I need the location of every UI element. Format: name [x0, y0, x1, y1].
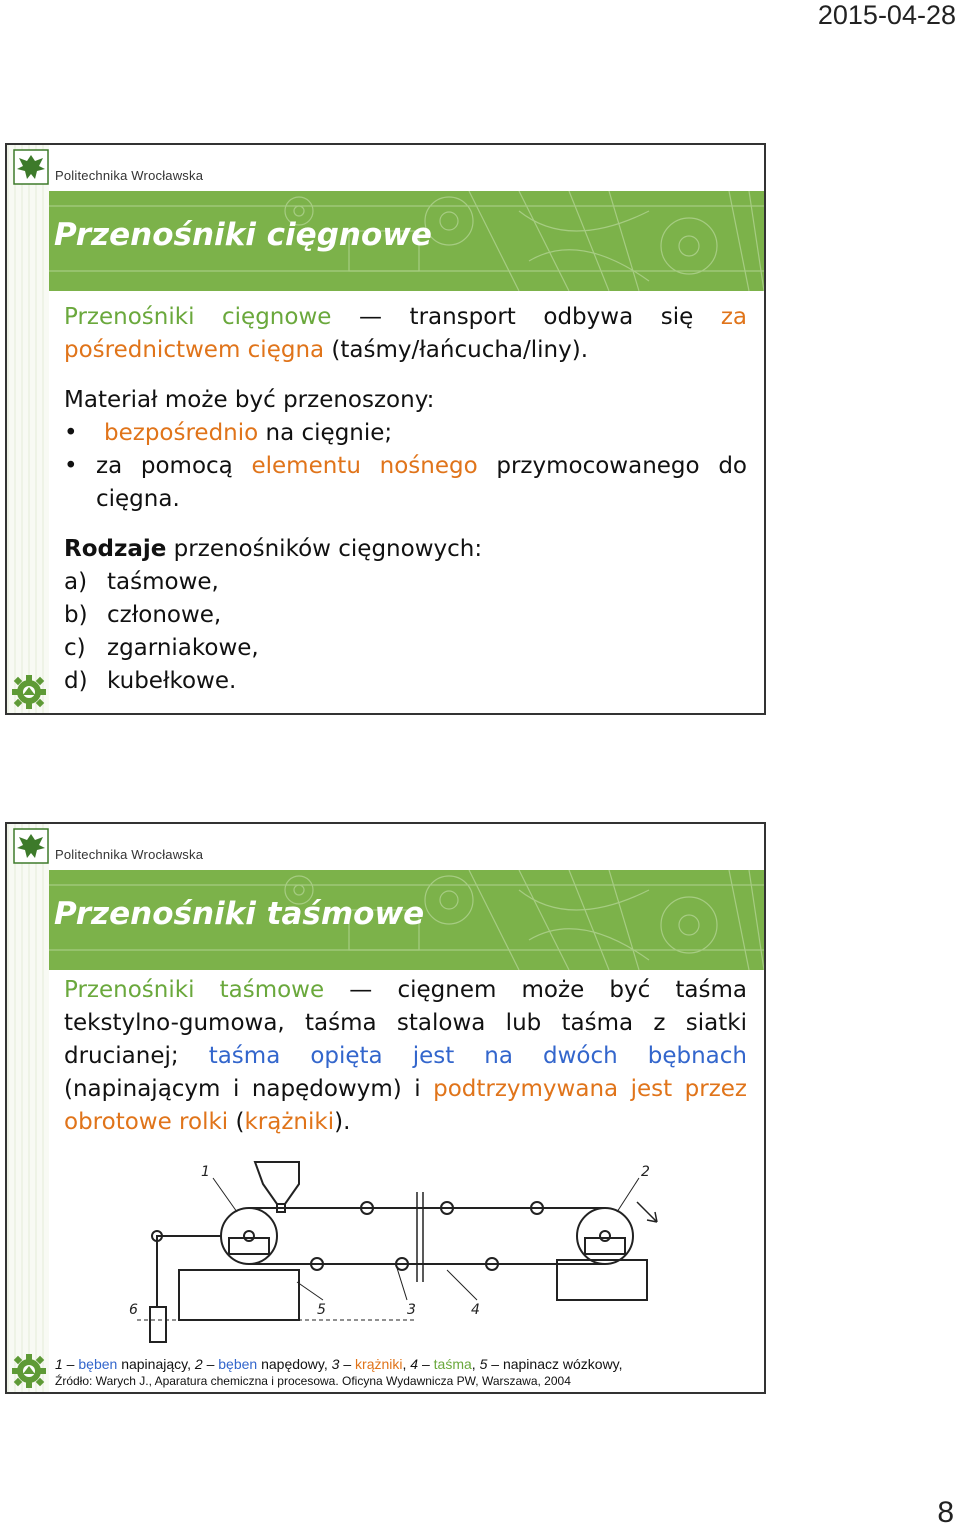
caption-number: 4	[410, 1356, 419, 1372]
caption-text: ,	[402, 1356, 411, 1372]
para-highlight-orange: podtrzymywana jest przez obrotowe rolki	[64, 1076, 747, 1135]
document-date: 2015-04-28	[817, 0, 956, 30]
diagram-label-5: 5	[317, 1302, 326, 1318]
list-label: a)	[64, 569, 88, 595]
caption-line	[55, 1356, 623, 1373]
list-item	[64, 599, 747, 632]
slide-header	[7, 824, 764, 870]
diagram-label-6: 6	[129, 1302, 138, 1318]
source-citation: Źródło: Warych J., Aparatura chemiczna i procesowa. Oficyna Wydawnicza PW, Warszawa, 2004	[55, 1374, 571, 1388]
para-text: ).	[334, 1109, 351, 1135]
intro-paragraph	[64, 301, 747, 367]
gear-icon	[10, 673, 48, 711]
caption-number: 1	[55, 1356, 63, 1372]
caption-highlight: bęben	[78, 1356, 118, 1372]
bullet-text: za pomocą	[96, 453, 252, 479]
material-heading: Materiał może być przenoszony:	[64, 387, 435, 413]
para-highlight-blue: taśma opięta jest na dwóch bębnach	[208, 1043, 747, 1069]
para-text: (	[228, 1109, 245, 1135]
slide-side-pattern	[7, 145, 49, 713]
caption-text: ,	[471, 1356, 480, 1372]
bullet-highlight: elementu nośnego	[251, 453, 478, 479]
dash: —	[331, 304, 410, 330]
para-text: (napinającym i napędowym) i	[64, 1076, 434, 1102]
para-text: cięgnem może być taśma tekstylno-gumowa, taśma stalowa lub taśma z siatki drucianej;	[64, 977, 747, 1069]
university-logo-text: Politechnika Wrocławska	[55, 168, 204, 183]
caption-text: napinający,	[117, 1356, 195, 1372]
list-item	[64, 417, 747, 450]
caption-highlight: bęben	[218, 1356, 258, 1372]
intro-highlight: za pośrednictwem cięgna	[64, 304, 747, 363]
list-text: członowe,	[107, 602, 222, 628]
list-item	[64, 566, 747, 599]
slide-2	[5, 822, 766, 1394]
list-text: kubełkowe.	[107, 668, 237, 694]
caption-highlight: krążniki	[355, 1356, 403, 1372]
slide-header	[7, 145, 764, 191]
caption-dash: –	[339, 1356, 356, 1372]
list-text: zgarniakowe,	[107, 635, 259, 661]
caption-text: napędowy,	[257, 1356, 332, 1372]
list-label: b)	[64, 602, 88, 628]
caption-number: 3	[331, 1356, 340, 1372]
gear-icon	[10, 1352, 48, 1390]
diagram-caption	[55, 1356, 623, 1390]
slide-1	[5, 143, 766, 715]
list-item	[64, 450, 747, 516]
page-number: 8	[937, 1496, 954, 1529]
belt-conveyor-diagram	[117, 1142, 667, 1347]
caption-dash: –	[418, 1356, 434, 1372]
para-highlight-orange: krążniki	[244, 1109, 335, 1135]
intro-text-end: (taśmy/łańcucha/liny).	[324, 337, 589, 363]
list-text: taśmowe,	[107, 569, 219, 595]
dash: —	[324, 977, 398, 1003]
diagram-label-1: 1	[201, 1164, 210, 1180]
list-item	[64, 632, 747, 665]
term-highlight: Przenośniki cięgnowe	[64, 304, 332, 330]
bullet-text: na cięgnie;	[258, 420, 393, 446]
caption-number: 5	[479, 1356, 488, 1372]
list-label: d)	[64, 668, 88, 694]
list-item	[64, 665, 747, 698]
slide-1-body	[64, 301, 747, 698]
caption-number: 2	[194, 1356, 203, 1372]
bullet-highlight: bezpośrednio	[104, 420, 259, 446]
caption-dash: –	[487, 1356, 503, 1372]
caption-text: napinacz wózkowy,	[502, 1356, 623, 1372]
intro-text: transport odbywa się	[409, 304, 721, 330]
bullet-icon: •	[64, 420, 78, 446]
university-eagle-icon	[13, 149, 49, 185]
types-heading-text: przenośników cięgnowych:	[166, 536, 483, 562]
caption-dash: –	[62, 1356, 79, 1372]
bullet-icon: •	[64, 453, 78, 479]
types-heading-bold: Rodzaje	[64, 536, 167, 562]
caption-dash: –	[202, 1356, 219, 1372]
diagram-label-4: 4	[471, 1302, 480, 1318]
university-eagle-icon	[13, 828, 49, 864]
caption-highlight: taśma	[433, 1356, 472, 1372]
types-heading	[64, 533, 747, 566]
slide-title: Przenośniki taśmowe	[54, 896, 425, 932]
slide-2-paragraph	[64, 974, 747, 1139]
title-banner	[49, 870, 764, 970]
term-highlight: Przenośniki taśmowe	[64, 977, 325, 1003]
slide-title: Przenośniki cięgnowe	[54, 217, 432, 253]
diagram-label-2: 2	[641, 1164, 650, 1180]
diagram-label-3: 3	[407, 1302, 416, 1318]
university-logo-text: Politechnika Wrocławska	[55, 847, 204, 862]
bullet-text: przymocowanego do cięgna.	[96, 453, 747, 512]
list-label: c)	[64, 635, 86, 661]
title-banner	[49, 191, 764, 291]
slide-side-pattern	[7, 824, 49, 1392]
